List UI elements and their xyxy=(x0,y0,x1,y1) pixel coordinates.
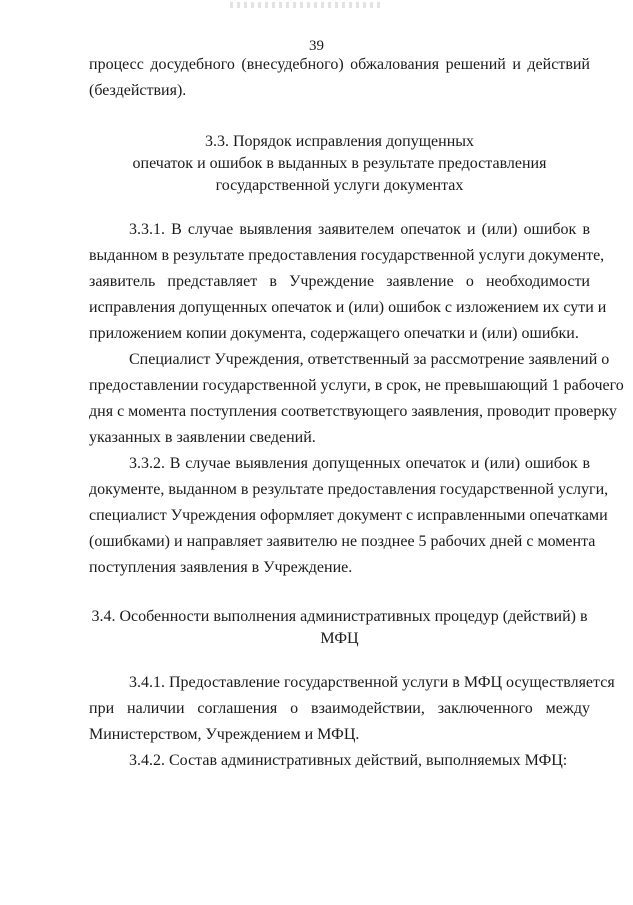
section-heading-3-4 xyxy=(89,606,590,650)
page-number: 39 xyxy=(309,38,324,54)
text-line: дня с момента поступления соответствующего заявления, проводит проверку xyxy=(89,403,617,420)
text-line: исправления допущенных опечаток и (или) ошибок с изложением их сути и xyxy=(89,299,607,316)
text-line: при наличии соглашения о взаимодействии, заключенного между xyxy=(89,700,590,717)
paragraph-3-4-1 xyxy=(89,670,615,748)
heading-line: опечаток и ошибок в выданных в результате предоставления xyxy=(132,155,547,172)
text-line: (ошибками) и направляет заявителю не позднее 5 рабочих дней с момента xyxy=(89,533,596,550)
section-heading-3-3 xyxy=(89,131,590,197)
text-line: 3.4.2. Состав административных действий, выполняемых МФЦ: xyxy=(129,752,568,769)
text-line: указанных в заявлении сведений. xyxy=(89,429,316,446)
scan-artifact xyxy=(230,2,380,8)
paragraph-3-3-2 xyxy=(89,451,609,581)
paragraph-3-4-2 xyxy=(89,748,590,774)
paragraph-continuation xyxy=(89,52,590,104)
text-line: 3.3.1. В случае выявления заявителем опечаток и (или) ошибок в xyxy=(129,221,590,238)
text-line: заявитель представляет в Учреждение заявление о необходимости xyxy=(89,273,590,290)
text-line: 3.4.1. Предоставление государственной услуги в МФЦ осуществляется xyxy=(129,674,615,691)
paragraph-specialist-review xyxy=(89,347,624,451)
text-line: процесс досудебного (внесудебного) обжалования решений и действий xyxy=(89,56,590,73)
text-line: выданном в результате предоставления государственной услуги документе, xyxy=(89,247,605,264)
heading-line: 3.3. Порядок исправления допущенных xyxy=(204,133,475,150)
heading-line: государственной услуги документах xyxy=(215,177,464,194)
text-line: (бездействия). xyxy=(89,82,187,99)
text-line: приложением копии документа, содержащего опечатки и (или) ошибки. xyxy=(89,325,579,342)
paragraph-3-3-1 xyxy=(89,217,607,347)
text-line: поступления заявления в Учреждение. xyxy=(89,559,353,576)
text-line: специалист Учреждения оформляет документ с исправленными опечатками xyxy=(89,507,608,524)
text-line: Специалист Учреждения, ответственный за рассмотрение заявлений о xyxy=(129,351,610,368)
text-line: предоставлении государственной услуги, в срок, не превышающий 1 рабочего xyxy=(89,377,624,394)
text-line: документе, выданном в результате предоставления государственной услуги, xyxy=(89,481,609,498)
heading-line: 3.4. Особенности выполнения административных процедур (действий) в xyxy=(91,608,588,625)
text-line: 3.3.2. В случае выявления допущенных опечаток и (или) ошибок в xyxy=(129,455,590,472)
heading-line: МФЦ xyxy=(320,630,359,647)
text-line: Министерством, Учреждением и МФЦ. xyxy=(89,726,360,743)
